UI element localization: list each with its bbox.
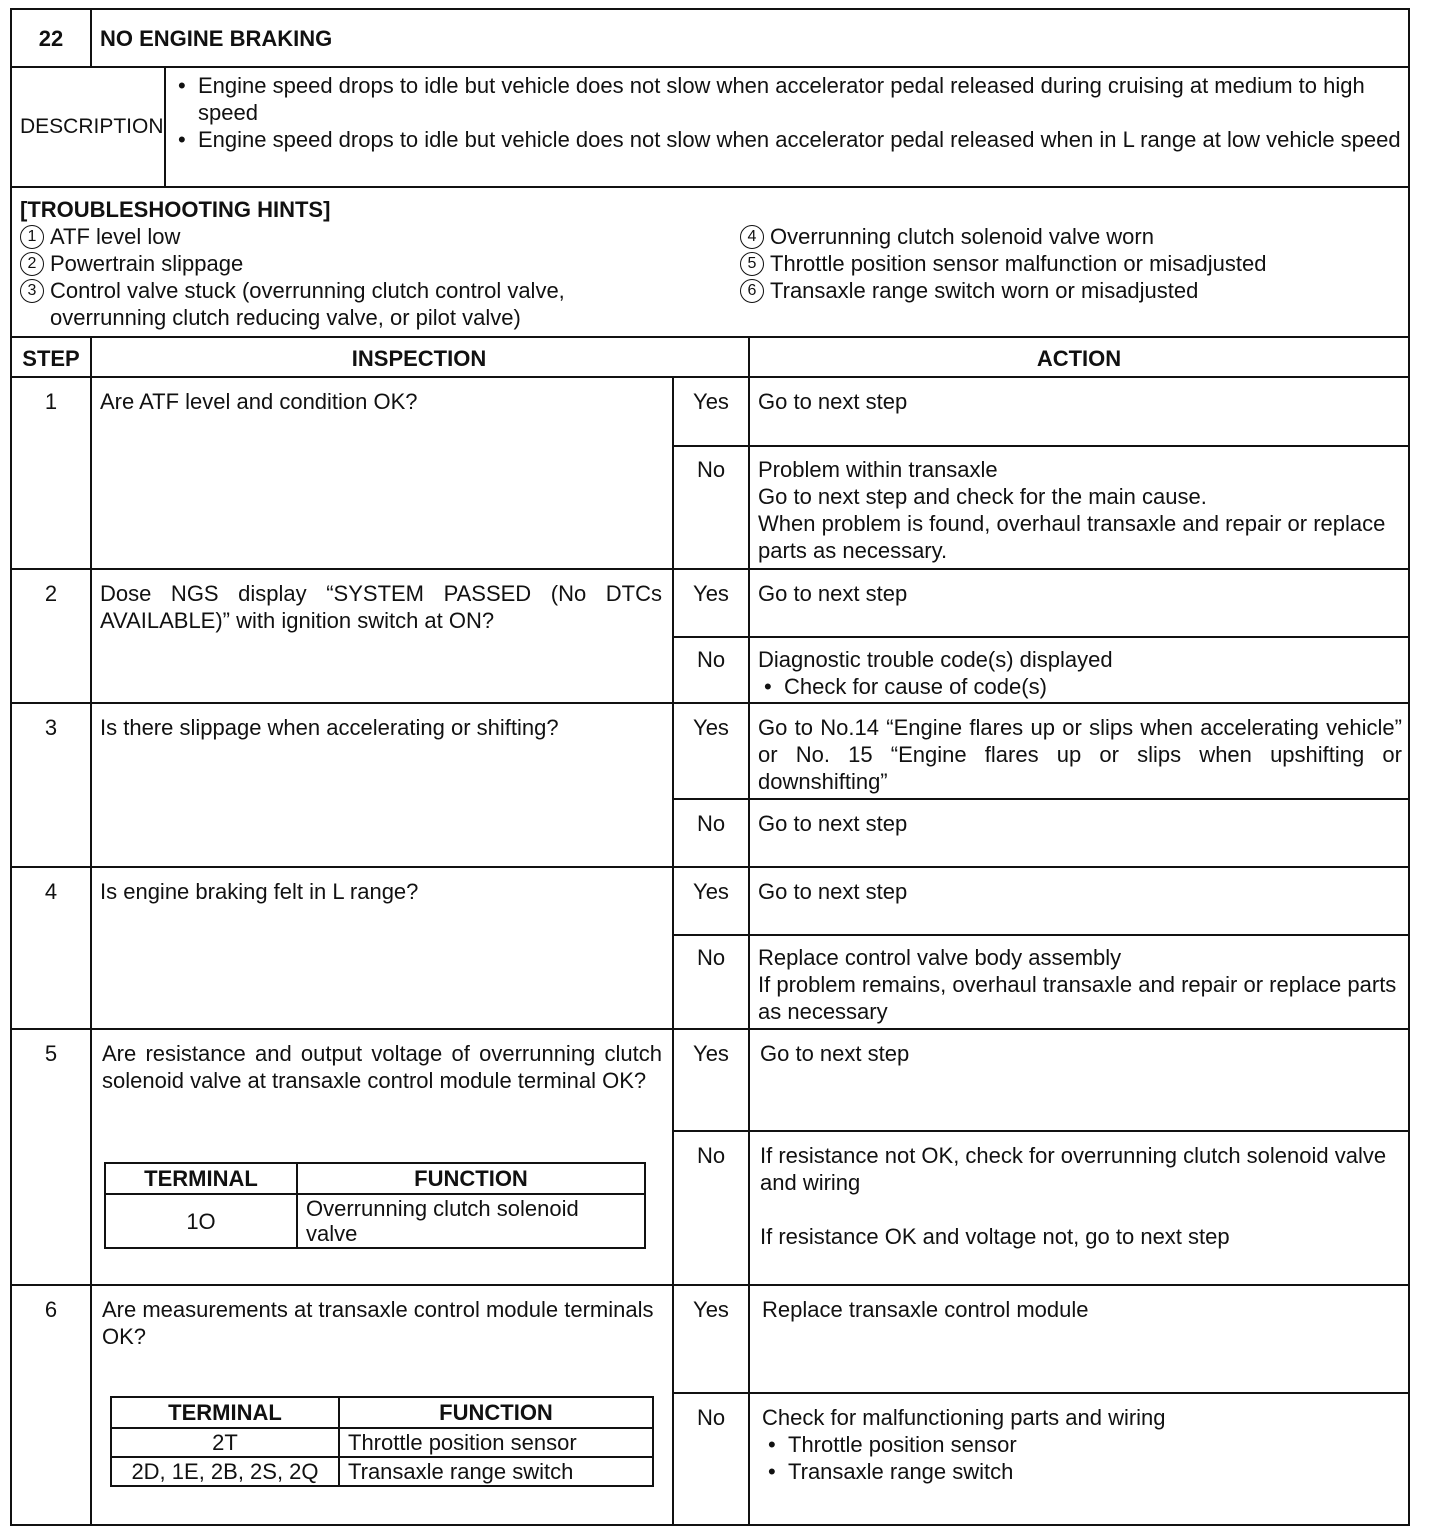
table-row — [12, 704, 1408, 868]
hints-row — [12, 188, 1408, 338]
no-action: Diagnostic trouble code(s) displayed • Check for cause of code(s) — [758, 646, 1402, 700]
function-header: FUNCTION — [297, 1163, 645, 1194]
hint-item: 3 Control valve stuck (overrunning clutch control valve, overrunning clutch reducing valve, or pilot valve) — [20, 277, 660, 331]
yes-label: Yes — [693, 389, 729, 414]
no-action: Problem within transaxle Go to next step and check for the main cause. When problem is found, overhaul transaxle and repair or replace parts as necessary. — [758, 457, 1386, 563]
hint-number-icon: 4 — [740, 225, 764, 249]
no-label: No — [696, 647, 726, 672]
no-label: No — [696, 457, 726, 482]
table-header-row — [12, 338, 1408, 378]
step-number: 5 — [44, 1041, 58, 1066]
description-list — [172, 72, 1402, 153]
section-title: NO ENGINE BRAKING — [100, 26, 333, 51]
inspection-text: Are measurements at transaxle control module terminals OK? — [102, 1297, 654, 1349]
hint-number-icon: 6 — [740, 279, 764, 303]
header-step: STEP — [22, 346, 80, 371]
yes-action: Go to next step — [760, 1041, 910, 1066]
hint-number-icon: 1 — [20, 225, 44, 249]
hint-number-icon: 2 — [20, 252, 44, 276]
terminal-cell: 1O — [105, 1194, 297, 1248]
no-label: No — [696, 1143, 726, 1168]
hint-number-icon: 3 — [20, 279, 44, 303]
yes-label: Yes — [693, 1041, 729, 1066]
hint-item: 4 Overrunning clutch solenoid valve worn — [740, 223, 1400, 250]
hints-left-column — [20, 223, 660, 331]
terminal-header: TERMINAL — [111, 1397, 339, 1428]
terminal-table — [104, 1162, 646, 1249]
header-row — [12, 10, 1408, 68]
no-action: Check for malfunctioning parts and wiring • Throttle position sensor • Transaxle range switch — [762, 1404, 1402, 1485]
function-cell: Transaxle range switch — [339, 1457, 653, 1486]
step-number: 4 — [44, 879, 58, 904]
no-label: No — [696, 811, 726, 836]
description-label: DESCRIPTION — [20, 115, 164, 138]
no-label: No — [696, 1405, 726, 1430]
step-number: 6 — [44, 1297, 58, 1322]
inspection-text: Are resistance and output voltage of overrunning clutch solenoid valve at transaxle control module terminal OK? — [102, 1041, 662, 1093]
hint-item: 1 ATF level low — [20, 223, 660, 250]
function-header: FUNCTION — [339, 1397, 653, 1428]
no-label: No — [696, 945, 726, 970]
function-cell: Throttle position sensor — [339, 1428, 653, 1457]
description-item: • Engine speed drops to idle but vehicle does not slow when accelerator pedal released when in L range at low vehicle speed — [172, 126, 1402, 153]
terminal-cell: 2D, 1E, 2B, 2S, 2Q — [111, 1457, 339, 1486]
description-row — [12, 68, 1408, 188]
table-row — [12, 1030, 1408, 1286]
yes-action: Go to next step — [758, 879, 908, 904]
terminal-table — [110, 1396, 654, 1487]
header-action: ACTION — [1036, 346, 1122, 371]
troubleshooting-sheet — [10, 8, 1410, 1526]
hints-right-column — [740, 223, 1400, 304]
terminal-header: TERMINAL — [105, 1163, 297, 1194]
yes-action: Replace transaxle control module — [762, 1297, 1089, 1322]
yes-action: Go to No.14 “Engine flares up or slips when accelerating vehicle” or No. 15 “Engine flares up or slips when upshifting or downshifting” — [758, 715, 1402, 794]
step-number: 2 — [44, 581, 58, 606]
yes-action: Go to next step — [758, 389, 908, 414]
hint-item: 6 Transaxle range switch worn or misadjusted — [740, 277, 1400, 304]
table-row — [12, 570, 1408, 704]
table-row — [12, 868, 1408, 1030]
function-cell: Overrunning clutch solenoid valve — [297, 1194, 645, 1248]
inspection-text: Are ATF level and condition OK? — [100, 389, 418, 414]
step-number: 1 — [44, 389, 58, 414]
header-inspection: INSPECTION — [351, 346, 487, 371]
description-item: • Engine speed drops to idle but vehicle does not slow when accelerator pedal released during cruising at medium to high speed — [172, 72, 1402, 126]
no-action: If resistance not OK, check for overrunning clutch solenoid valve and wiring If resistance OK and voltage not, go to next step — [760, 1143, 1387, 1249]
yes-label: Yes — [693, 879, 729, 904]
inspection-text: Is there slippage when accelerating or shifting? — [100, 715, 559, 740]
hints-title: [TROUBLESHOOTING HINTS] — [20, 197, 331, 222]
no-action: Replace control valve body assembly If problem remains, overhaul transaxle and repair or replace parts as necessary — [758, 945, 1397, 1024]
inspection-text: Is engine braking felt in L range? — [100, 879, 419, 904]
inspection-text: Dose NGS display “SYSTEM PASSED (No DTCs AVAILABLE)” with ignition switch at ON? — [100, 581, 662, 633]
yes-label: Yes — [693, 581, 729, 606]
table-row — [12, 1286, 1408, 1528]
hint-number-icon: 5 — [740, 252, 764, 276]
yes-label: Yes — [693, 715, 729, 740]
section-number: 22 — [38, 26, 64, 51]
hint-item: 5 Throttle position sensor malfunction or misadjusted — [740, 250, 1400, 277]
hint-item: 2 Powertrain slippage — [20, 250, 660, 277]
yes-action: Go to next step — [758, 581, 908, 606]
step-number: 3 — [44, 715, 58, 740]
terminal-cell: 2T — [111, 1428, 339, 1457]
table-row — [12, 378, 1408, 570]
no-action: Go to next step — [758, 811, 908, 836]
yes-label: Yes — [693, 1297, 729, 1322]
